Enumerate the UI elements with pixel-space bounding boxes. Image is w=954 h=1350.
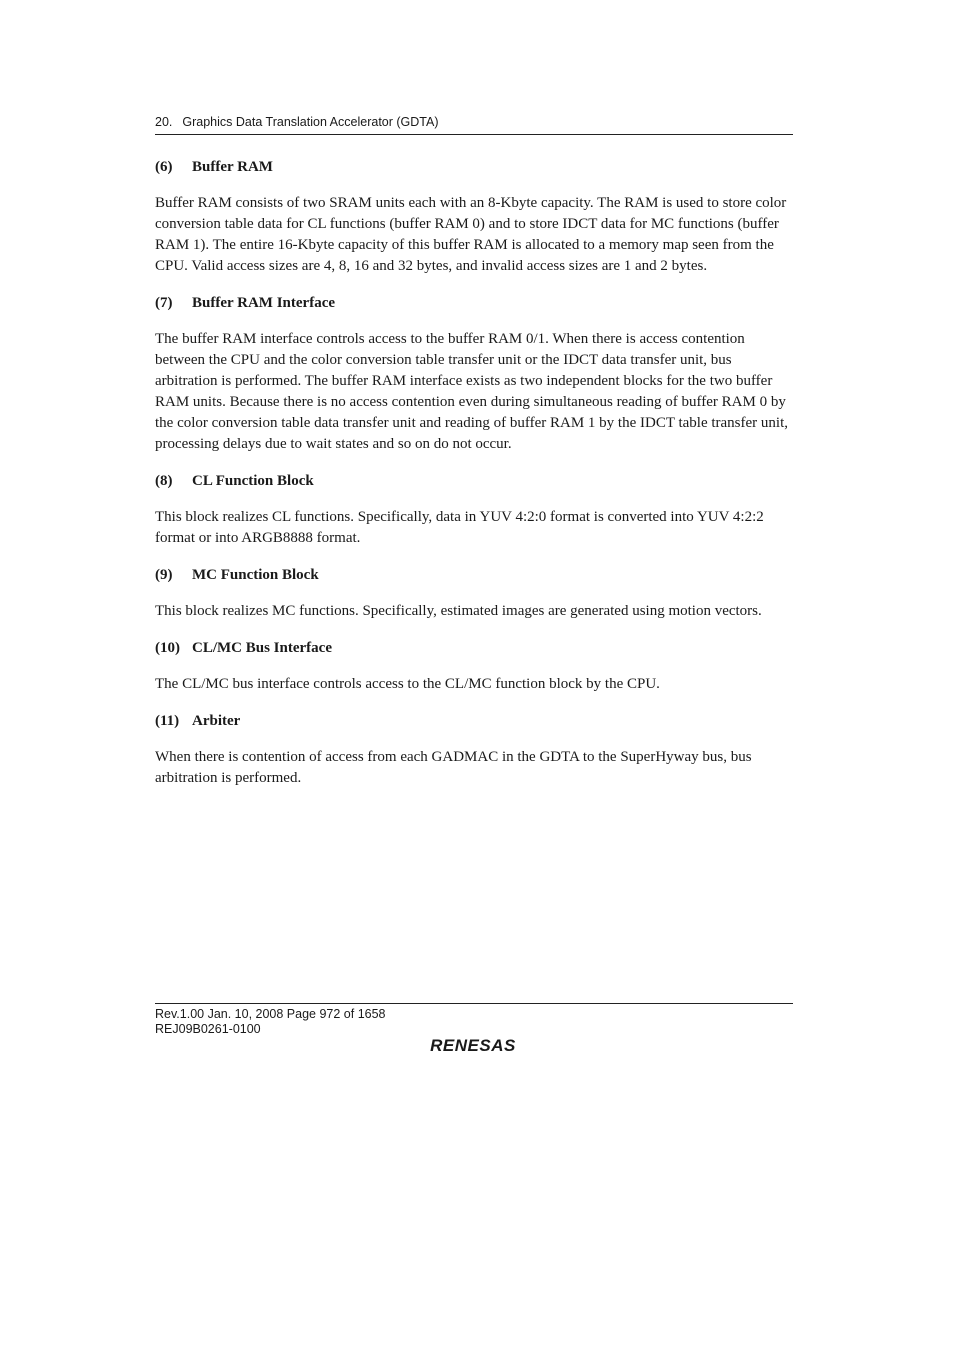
document-number: REJ09B0261-0100 <box>155 1022 261 1036</box>
revision-info: Rev.1.00 Jan. 10, 2008 Page 972 of 1658 <box>155 1007 386 1021</box>
page-footer <box>155 1003 793 1037</box>
section-heading <box>155 638 793 659</box>
section-buffer-ram-interface <box>155 293 793 455</box>
page-header <box>155 114 793 135</box>
chapter-number: 20. <box>155 115 173 129</box>
section-arbiter <box>155 711 793 789</box>
section-heading <box>155 565 793 586</box>
section-title: CL Function Block <box>192 473 314 489</box>
section-number: (11) <box>155 713 180 729</box>
section-mc-function-block <box>155 565 793 622</box>
section-cl-mc-bus-interface <box>155 638 793 695</box>
renesas-logo <box>413 1036 533 1054</box>
section-title: MC Function Block <box>192 567 319 583</box>
section-heading <box>155 471 793 492</box>
section-number: (8) <box>155 473 173 489</box>
section-title: Buffer RAM Interface <box>192 295 336 311</box>
section-number: (10) <box>155 640 180 656</box>
section-heading <box>155 293 793 314</box>
section-heading <box>155 157 793 178</box>
section-cl-function-block <box>155 471 793 549</box>
section-number: (9) <box>155 567 173 583</box>
section-buffer-ram <box>155 157 793 277</box>
section-title: Buffer RAM <box>192 159 273 175</box>
section-number: (7) <box>155 295 173 311</box>
section-paragraph: This block realizes MC functions. Specifically, estimated images are generated using motion vectors. <box>155 603 762 619</box>
section-title: CL/MC Bus Interface <box>192 640 332 656</box>
section-number: (6) <box>155 159 173 175</box>
page-content <box>155 157 793 805</box>
section-paragraph: The CL/MC bus interface controls access to the CL/MC function block by the CPU. <box>155 676 660 692</box>
section-paragraph: When there is contention of access from each GADMAC in the GDTA to the SuperHyway bus, bus arbitration is performed. <box>155 749 752 786</box>
section-title: Arbiter <box>192 713 241 729</box>
section-heading <box>155 711 793 732</box>
section-paragraph: Buffer RAM consists of two SRAM units each with an 8-Kbyte capacity. The RAM is used to store color conversion table data for CL functions (buffer RAM 0) and to store IDCT data for MC functions (buffer RAM 1). The entire 16-Kbyte capacity of this buffer RAM is allocated to a memory map seen from the CPU. Valid access sizes are 4, 8, 16 and 32 bytes, and invalid access sizes are 1 and 2 bytes. <box>155 195 787 274</box>
logo-wordmark: RENESAS <box>430 1036 516 1054</box>
chapter-title: Graphics Data Translation Accelerator (GDTA) <box>182 115 439 129</box>
section-paragraph: This block realizes CL functions. Specifically, data in YUV 4:2:0 format is converted into YUV 4:2:2 format or into ARGB8888 format. <box>155 509 764 546</box>
section-paragraph: The buffer RAM interface controls access to the buffer RAM 0/1. When there is access contention between the CPU and the color conversion table transfer unit or the IDCT data transfer unit, bus arbitration is performed. The buffer RAM interface exists as two independent blocks for the two buffer RAM units. Because there is no access contention even during simultaneous reading of buffer RAM 0 by the color conversion table data transfer unit and reading of buffer RAM 1 by the IDCT table transfer unit, processing delays due to wait states and so on do not occur. <box>155 331 789 452</box>
